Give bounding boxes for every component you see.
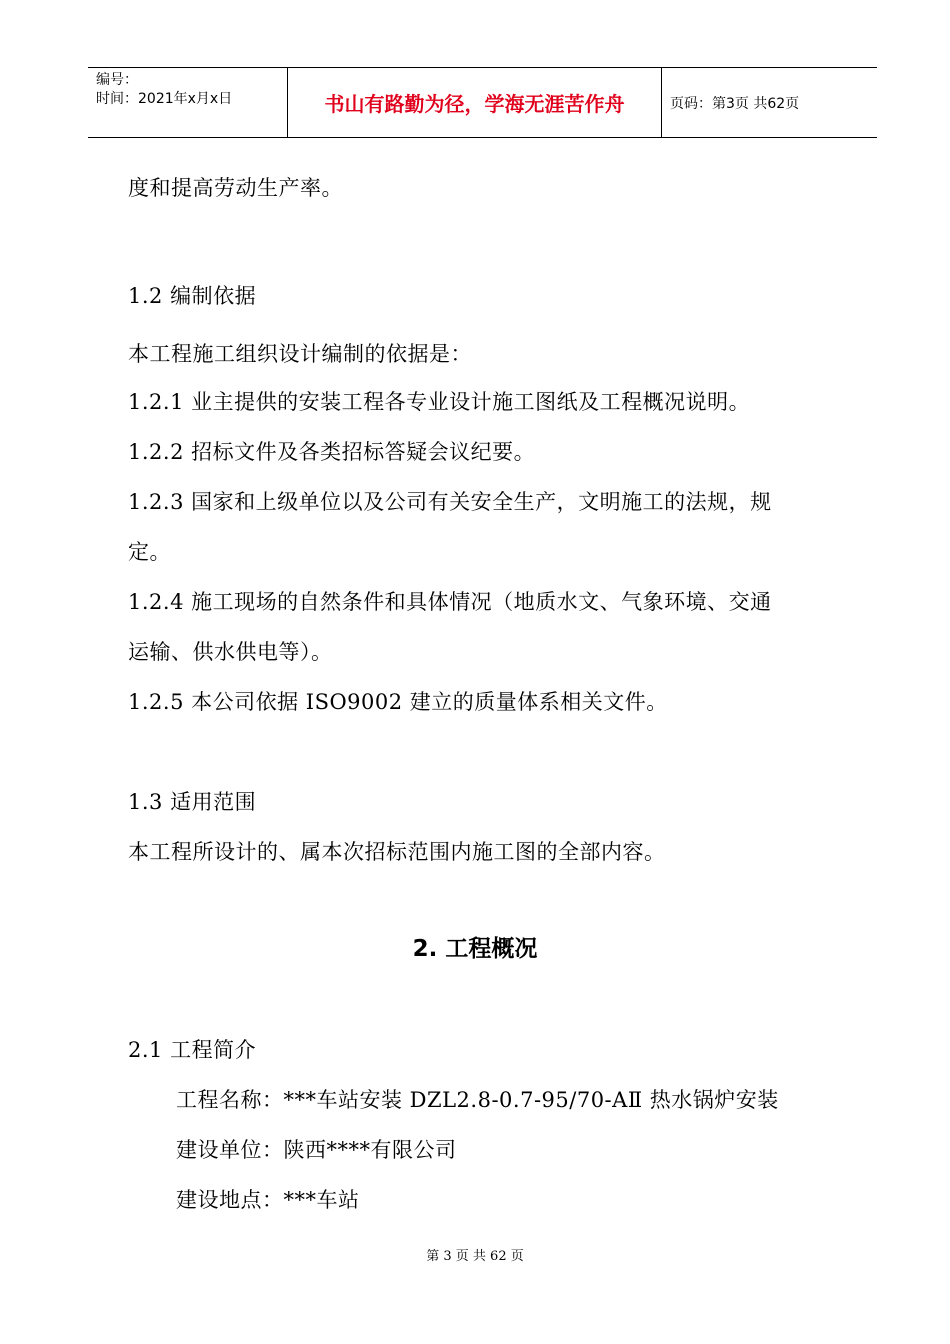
document-time-label: 时间：2021年x月x日 [96, 91, 233, 107]
page-footer: 第 3 页 共 62 页 [426, 1249, 524, 1264]
paragraph-intro: 本工程施工组织设计编制的依据是： [128, 342, 472, 366]
list-item-1-2-1: 1.2.1 业主提供的安装工程各专业设计施工图纸及工程概况说明。 [128, 390, 751, 414]
section-heading-1-3: 1.3 适用范围 [128, 790, 257, 814]
construction-site-line: 建设地点：***车站 [176, 1188, 360, 1212]
list-item-1-2-2: 1.2.2 招标文件及各类招标答疑会议纪要。 [128, 440, 536, 464]
paragraph-continuation: 度和提高劳动生产率。 [128, 176, 343, 200]
construction-unit-line: 建设单位：陕西****有限公司 [176, 1138, 457, 1162]
paragraph-scope: 本工程所设计的、属本次招标范围内施工图的全部内容。 [128, 840, 666, 864]
chapter-heading: 2. 工程概况 [412, 936, 538, 962]
header-motto: 书山有路勤为径，学海无涯苦作舟 [288, 68, 662, 137]
list-item-1-2-4-continued: 运输、供水供电等）。 [128, 640, 333, 664]
section-heading-1-2: 1.2 编制依据 [128, 284, 257, 308]
page-header [88, 67, 877, 138]
header-page-info: 页码：第3页 共62页 [670, 95, 800, 112]
header-meta [88, 68, 288, 137]
list-item-1-2-4: 1.2.4 施工现场的自然条件和具体情况（地质水文、气象环境、交通 [128, 590, 772, 614]
project-name-line: 工程名称：***车站安装 DZL2.8-0.7-95/70-AⅡ 热水锅炉安装 [176, 1088, 779, 1112]
document-number-label: 编号： [96, 72, 138, 88]
list-item-1-2-5: 1.2.5 本公司依据 ISO9002 建立的质量体系相关文件。 [128, 690, 668, 714]
list-item-1-2-3: 1.2.3 国家和上级单位以及公司有关安全生产，文明施工的法规，规 [128, 490, 772, 514]
section-heading-2-1: 2.1 工程简介 [128, 1038, 257, 1062]
list-item-1-2-3-continued: 定。 [128, 540, 171, 564]
